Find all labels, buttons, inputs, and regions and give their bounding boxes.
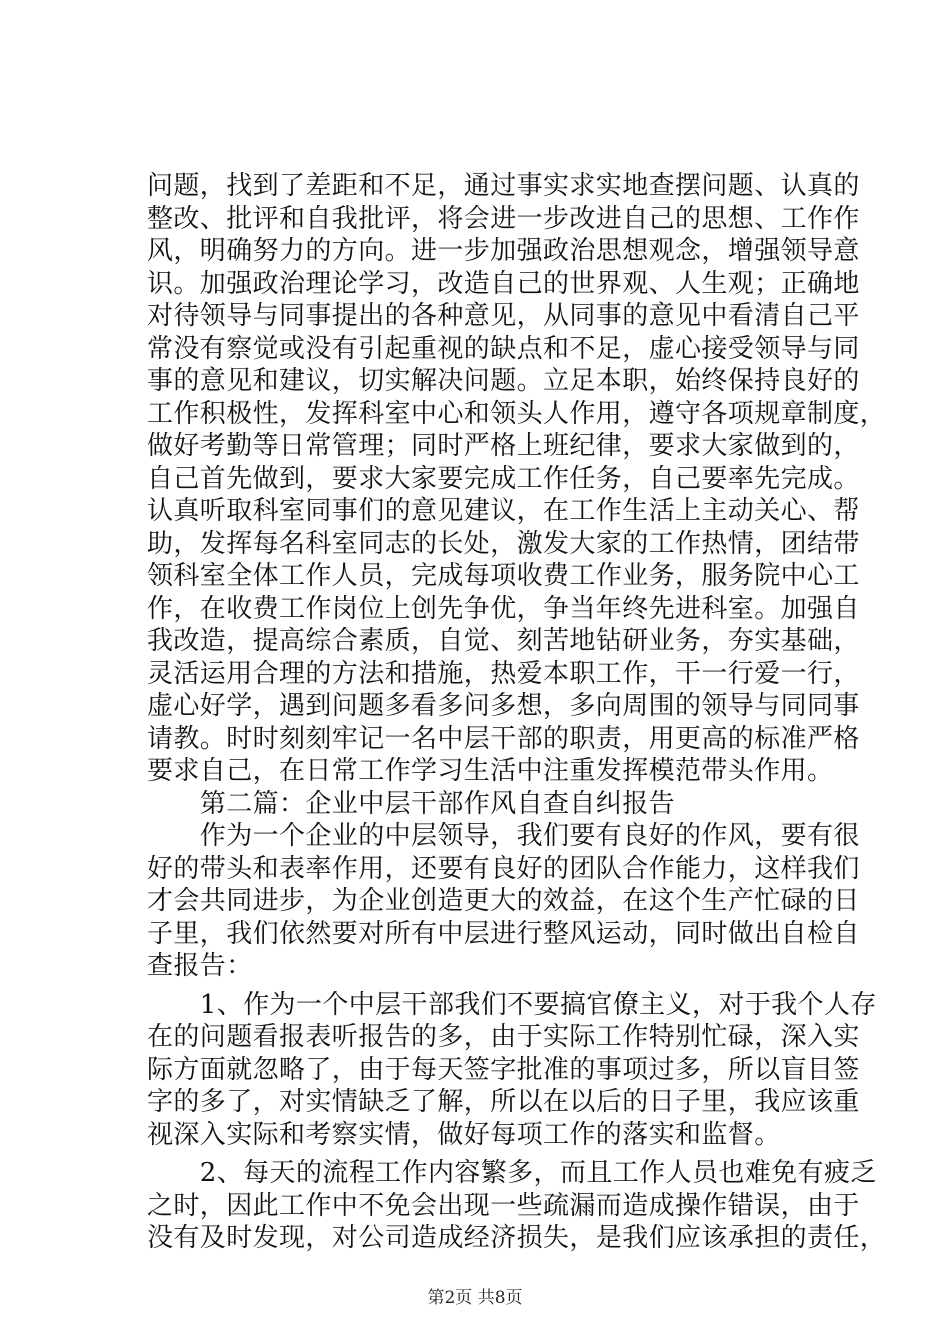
text-line: 查报告： bbox=[147, 951, 253, 981]
text-line: 际方面就忽略了，由于每天签字批准的事项过多，所以盲目签 bbox=[147, 1054, 860, 1085]
text-line: 在的问题看报表听报告的多，由于实际工作特别忙碌，深入实 bbox=[147, 1022, 860, 1052]
text-line: 好的带头和表率作用，还要有良好的团队合作能力，这样我们 bbox=[147, 853, 860, 884]
text-line: 助，发挥每名科室同志的长处，激发大家的工作热情，团结带 bbox=[147, 528, 860, 559]
text-line: 作，在收费工作岗位上创先争优，争当年终先进科室。加强自 bbox=[147, 593, 860, 624]
page-number-footer: 第2页 共8页 bbox=[427, 1288, 523, 1308]
text-line: 要求自己，在日常工作学习生活中注重发挥模范带头作用。 bbox=[147, 756, 834, 786]
text-line: 风，明确努力的方向。进一步加强政治思想观念，增强领导意 bbox=[147, 236, 860, 266]
text-line: 做好考勤等日常管理；同时严格上班纪律，要求大家做到的， bbox=[147, 431, 860, 461]
text-line: 自己首先做到，要求大家要完成工作任务，自己要率先完成。 bbox=[147, 463, 860, 494]
text-line: 2、每天的流程工作内容繁多，而且工作人员也难免有疲乏 bbox=[147, 1158, 877, 1188]
text-line: 问题，找到了差距和不足，通过事实求实地查摆问题、认真的 bbox=[147, 171, 860, 201]
text-line: 请教。时时刻刻牢记一名中层干部的职责，用更高的标准严格 bbox=[147, 723, 860, 754]
text-line: 灵活运用合理的方法和措施，热爱本职工作，干一行爱一行， bbox=[147, 658, 860, 689]
text-line: 事的意见和建议，切实解决问题。立足本职，始终保持良好的 bbox=[147, 366, 860, 396]
text-line: 字的多了，对实情缺乏了解，所以在以后的日子里，我应该重 bbox=[147, 1087, 860, 1117]
text-line: 领科室全体工作人员，完成每项收费工作业务，服务院中心工 bbox=[147, 561, 860, 591]
text-line: 整改、批评和自我批评，将会进一步改进自己的思想、工作作 bbox=[147, 203, 860, 234]
text-line: 才会共同进步，为企业创造更大的效益，在这个生产忙碌的日 bbox=[147, 886, 860, 916]
text-line: 识。加强政治理论学习，改造自己的世界观、人生观；正确地 bbox=[147, 268, 860, 299]
text-line: 作为一个企业的中层领导，我们要有良好的作风，要有很 bbox=[147, 821, 860, 851]
text-line: 虚心好学，遇到问题多看多问多想，多向周围的领导与同同事 bbox=[147, 691, 860, 721]
text-line: 认真听取科室同事们的意见建议，在工作生活上主动关心、帮 bbox=[147, 496, 860, 526]
text-line: 常没有察觉或没有引起重视的缺点和不足，虚心接受领导与同 bbox=[147, 333, 860, 364]
text-line: 1、作为一个中层干部我们不要搞官僚主义，对于我个人存 bbox=[147, 989, 877, 1020]
text-line: 我改造，提高综合素质，自觉、刻苦地钻研业务，夯实基础， bbox=[147, 626, 860, 656]
text-line: 没有及时发现，对公司造成经济损失，是我们应该承担的责任， bbox=[147, 1223, 887, 1253]
text-line: 子里，我们依然要对所有中层进行整风运动，同时做出自检自 bbox=[147, 918, 860, 949]
text-line: 工作积极性，发挥科室中心和领头人作用，遵守各项规章制度， bbox=[147, 398, 887, 429]
section-heading: 第二篇：企业中层干部作风自查自纠报告 bbox=[147, 788, 676, 819]
document-body bbox=[147, 170, 887, 1255]
text-line: 对待领导与同事提出的各种意见，从同事的意见中看清自己平 bbox=[147, 301, 860, 331]
text-line: 视深入实际和考察实情，做好每项工作的落实和监督。 bbox=[147, 1119, 781, 1150]
text-line: 之时，因此工作中不免会出现一些疏漏而造成操作错误，由于 bbox=[147, 1190, 860, 1221]
